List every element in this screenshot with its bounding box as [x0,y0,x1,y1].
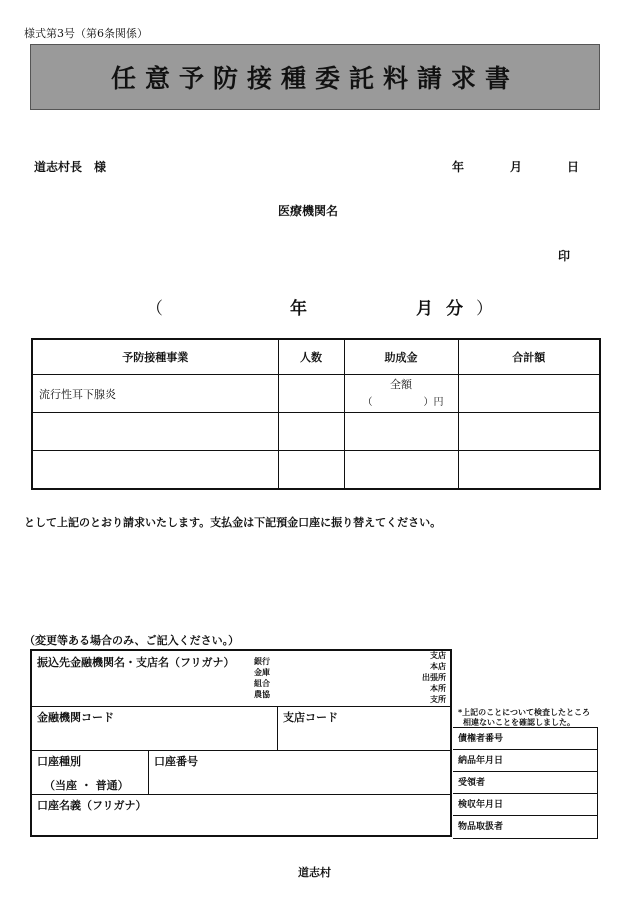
inspection-note-line: *上記のことについて検査したところ [458,708,591,717]
period-open-paren: （ [146,299,163,319]
claim-table [31,338,601,490]
document-title: 任意予防接種委託料請求書 [110,64,519,93]
claim-table-header [32,339,600,375]
subsidy-open-paren: （ [362,396,373,408]
table-row [32,413,600,451]
count-cell[interactable] [278,451,344,490]
period-year-label: 年 [290,299,307,319]
institution-code-label: 金融機関コード [37,711,114,724]
title-banner [30,44,600,110]
divider [277,706,278,750]
inspection-row-receiver: 受領者 [453,772,597,794]
inspection-table [453,727,598,839]
inspection-row-creditor-number: 債権者番号 [453,728,597,750]
divider [32,750,450,751]
header-subsidy: 助成金 [344,339,458,375]
inspection-note-line: 相違ないことを確認しました。 [463,718,575,727]
program-cell[interactable] [32,451,278,490]
village-name: 道志村 [298,866,331,879]
table-row [32,451,600,490]
date-year-label: 年 [452,160,465,174]
divider [32,706,450,707]
subsidy-cell [344,375,458,413]
inspection-row-inspection-date: 検収年月日 [453,794,597,816]
program-cell[interactable] [32,413,278,451]
branch-code-label: 支店コード [283,711,338,724]
total-cell[interactable] [458,413,600,451]
header-program: 予防接種事業 [32,339,278,375]
header-total: 合計額 [458,339,600,375]
total-cell[interactable] [458,451,600,490]
inspection-row-delivery-date: 納品年月日 [453,750,597,772]
seal-mark: 印 [558,249,571,263]
request-statement: として上記のとおり請求いたします。支払金は下記預金口座に振り替えてください。 [24,516,442,529]
divider [32,794,450,795]
date-day-label: 日 [567,160,580,174]
account-holder-label: 口座名義（フリガナ） [37,799,147,812]
header-count: 人数 [278,339,344,375]
bank-type: 組合 [254,679,270,688]
bank-account-box [30,649,452,837]
subsidy-cell[interactable] [344,413,458,451]
count-cell[interactable] [278,375,344,413]
branch-type-list [422,650,446,705]
account-type-options: （当座 ・ 普通） [44,779,129,792]
period-month-label: 月 [416,299,433,319]
inspection-note [458,708,590,728]
change-note: （変更等ある場合のみ、ご記入ください。） [24,634,240,647]
subsidy-close-paren-yen: ）円 [423,396,444,408]
bank-type: 銀行 [254,657,270,666]
total-cell[interactable] [458,375,600,413]
institution-name-label: 医療機関名 [278,204,339,218]
subsidy-cell[interactable] [344,451,458,490]
bank-type-list [254,656,270,700]
date-month-label: 月 [510,160,523,174]
period-unit-label: 分 [446,299,463,319]
subsidy-amount-bracket [351,394,452,412]
branch-type: 本所 [430,684,446,693]
branch-type: 支店 [430,651,446,660]
account-type-label: 口座種別 [37,755,81,768]
count-cell[interactable] [278,413,344,451]
account-number-label: 口座番号 [154,755,198,768]
program-cell: 流行性耳下腺炎 [32,375,278,413]
bank-type: 金庫 [254,668,270,677]
bank-type: 農協 [254,690,270,699]
branch-type: 支所 [430,695,446,704]
branch-type: 本店 [430,662,446,671]
period-close-paren: ） [476,299,493,319]
table-row [32,375,600,413]
addressee: 道志村長 様 [34,160,107,174]
subsidy-full-amount: 全額 [390,377,412,391]
branch-type: 出張所 [422,673,446,682]
form-number: 様式第3号（第6条関係） [24,27,148,40]
transfer-bank-label: 振込先金融機関名・支店名（フリガナ） [37,656,235,669]
inspection-row-goods-handler: 物品取扱者 [458,822,504,832]
divider [148,750,149,794]
